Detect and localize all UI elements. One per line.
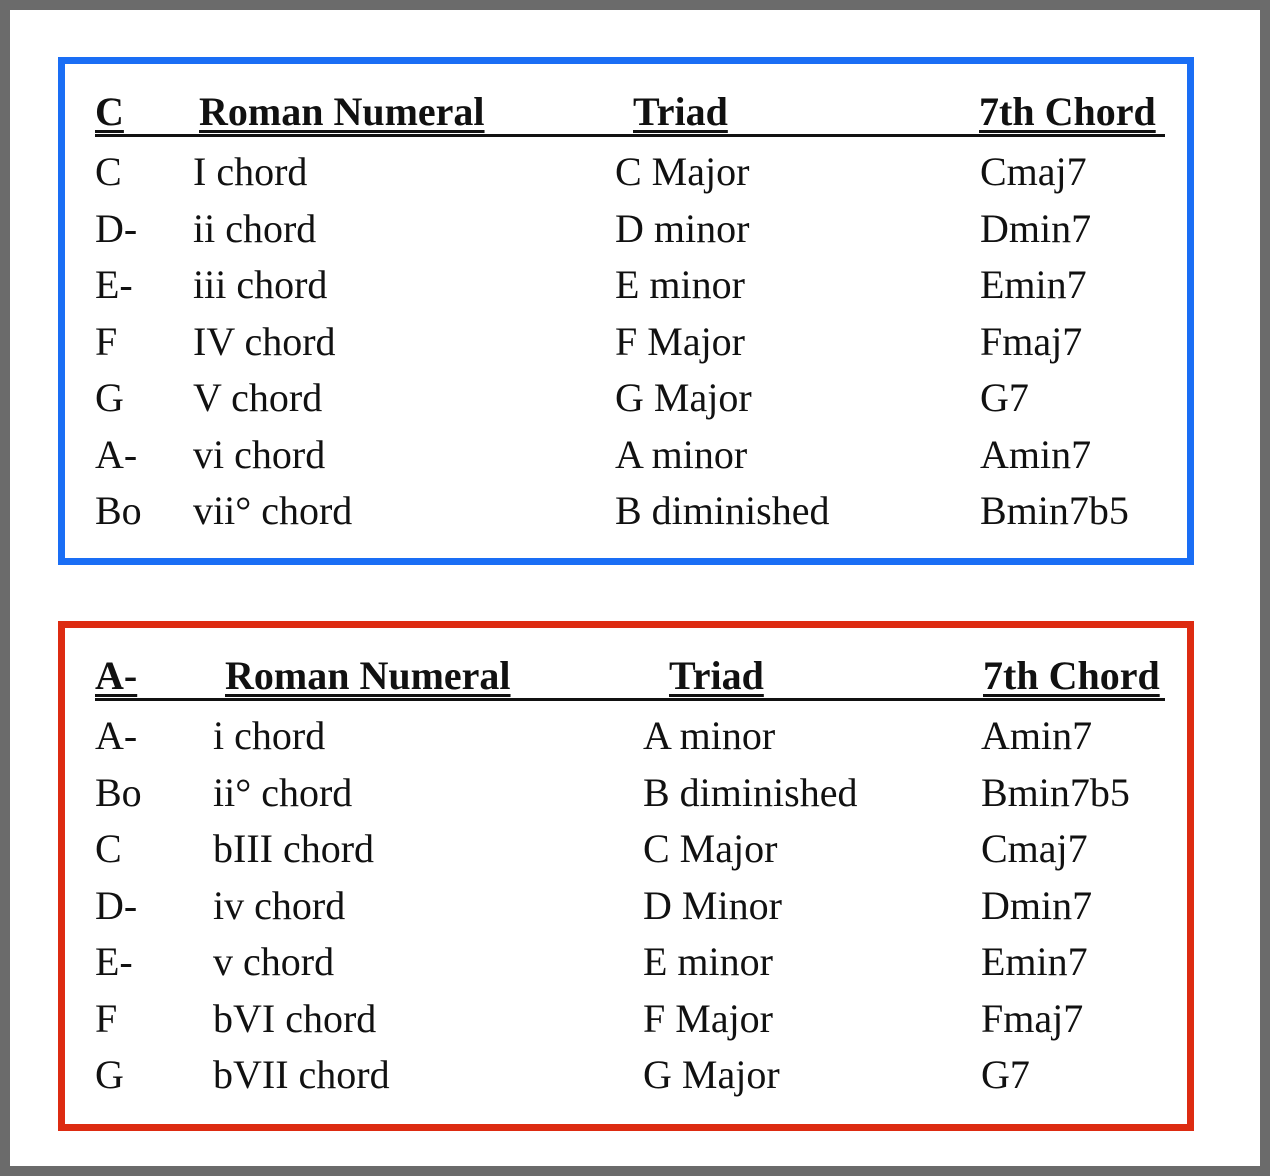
minor-key-table [58, 621, 1194, 1131]
header-triad-column: Triad [633, 89, 728, 134]
seventh-chord-cell: Dmin7 [980, 205, 1092, 251]
table-row [95, 314, 1165, 371]
roman-numeral-cell: bIII chord [213, 826, 375, 871]
triad-cell: C Major [643, 826, 778, 871]
triad-cell: B diminished [643, 769, 858, 815]
table-row [95, 878, 1165, 935]
roman-numeral-cell: I chord [193, 149, 308, 194]
seventh-chord-cell: Cmaj7 [980, 149, 1087, 194]
table-row [95, 370, 1165, 427]
key-cell: F [95, 318, 118, 364]
roman-numeral-cell: ii° chord [213, 769, 353, 815]
table-row [95, 934, 1165, 991]
key-cell: E- [95, 939, 133, 984]
key-cell: C [95, 149, 122, 194]
triad-cell: E minor [643, 939, 773, 984]
table-row [95, 821, 1165, 878]
roman-numeral-cell: v chord [213, 939, 335, 984]
header-triad-column: Triad [669, 653, 764, 698]
header-seventh-chord-column: 7th Chord [983, 653, 1160, 698]
roman-numeral-cell: i chord [213, 713, 326, 758]
table-row [95, 257, 1165, 314]
key-cell: A- [95, 713, 138, 758]
table-row [95, 144, 1165, 201]
seventh-chord-cell: Emin7 [981, 939, 1088, 984]
header-key-column: A- [95, 653, 138, 698]
roman-numeral-cell: vi chord [193, 431, 326, 477]
triad-cell: D Minor [643, 882, 782, 928]
key-cell: D- [95, 205, 138, 251]
table-header [95, 84, 1165, 137]
seventh-chord-cell: Bmin7b5 [980, 488, 1129, 533]
seventh-chord-cell: Fmaj7 [981, 995, 1084, 1041]
header-seventh-chord-column: 7th Chord [979, 89, 1156, 134]
roman-numeral-cell: V chord [193, 375, 323, 420]
triad-cell: A minor [615, 431, 748, 477]
table-row [95, 201, 1165, 258]
seventh-chord-cell: Emin7 [980, 262, 1087, 307]
seventh-chord-cell: Fmaj7 [980, 318, 1083, 364]
key-cell: C [95, 826, 122, 871]
key-cell: A- [95, 431, 138, 477]
key-cell: D- [95, 882, 138, 928]
seventh-chord-cell: G7 [980, 375, 1029, 420]
triad-cell: F Major [643, 995, 773, 1041]
key-cell: F [95, 995, 118, 1041]
seventh-chord-cell: Amin7 [981, 713, 1093, 758]
table-row [95, 1047, 1165, 1104]
seventh-chord-cell: Amin7 [980, 431, 1092, 477]
seventh-chord-cell: Dmin7 [981, 882, 1093, 928]
key-cell: Bo [95, 488, 142, 533]
triad-cell: G Major [615, 375, 752, 420]
table-row [95, 708, 1165, 765]
roman-numeral-cell: iv chord [213, 882, 346, 928]
roman-numeral-cell: bVII chord [213, 1052, 390, 1097]
triad-cell: A minor [643, 713, 776, 758]
table-row [95, 991, 1165, 1048]
header-roman-numeral-column: Roman Numeral [225, 653, 511, 698]
header-key-column: C [95, 89, 124, 134]
table-body [95, 144, 1165, 540]
key-cell: G [95, 1052, 124, 1097]
key-cell: G [95, 375, 124, 420]
triad-cell: D minor [615, 205, 750, 251]
table-row [95, 483, 1165, 540]
header-roman-numeral-column: Roman Numeral [199, 89, 485, 134]
triad-cell: C Major [615, 149, 750, 194]
roman-numeral-cell: IV chord [193, 318, 336, 364]
key-cell: E- [95, 262, 133, 307]
table-header [95, 648, 1165, 701]
triad-cell: E minor [615, 262, 745, 307]
triad-cell: F Major [615, 318, 745, 364]
table-row [95, 427, 1165, 484]
page [10, 10, 1260, 1166]
seventh-chord-cell: Bmin7b5 [981, 769, 1130, 815]
roman-numeral-cell: iii chord [193, 262, 328, 307]
roman-numeral-cell: ii chord [193, 205, 317, 251]
seventh-chord-cell: G7 [981, 1052, 1030, 1097]
key-cell: Bo [95, 769, 142, 815]
triad-cell: B diminished [615, 488, 830, 533]
triad-cell: G Major [643, 1052, 780, 1097]
table-row [95, 765, 1165, 822]
seventh-chord-cell: Cmaj7 [981, 826, 1088, 871]
table-body [95, 708, 1165, 1104]
roman-numeral-cell: vii° chord [193, 488, 353, 533]
major-key-table [58, 57, 1194, 565]
roman-numeral-cell: bVI chord [213, 995, 377, 1041]
